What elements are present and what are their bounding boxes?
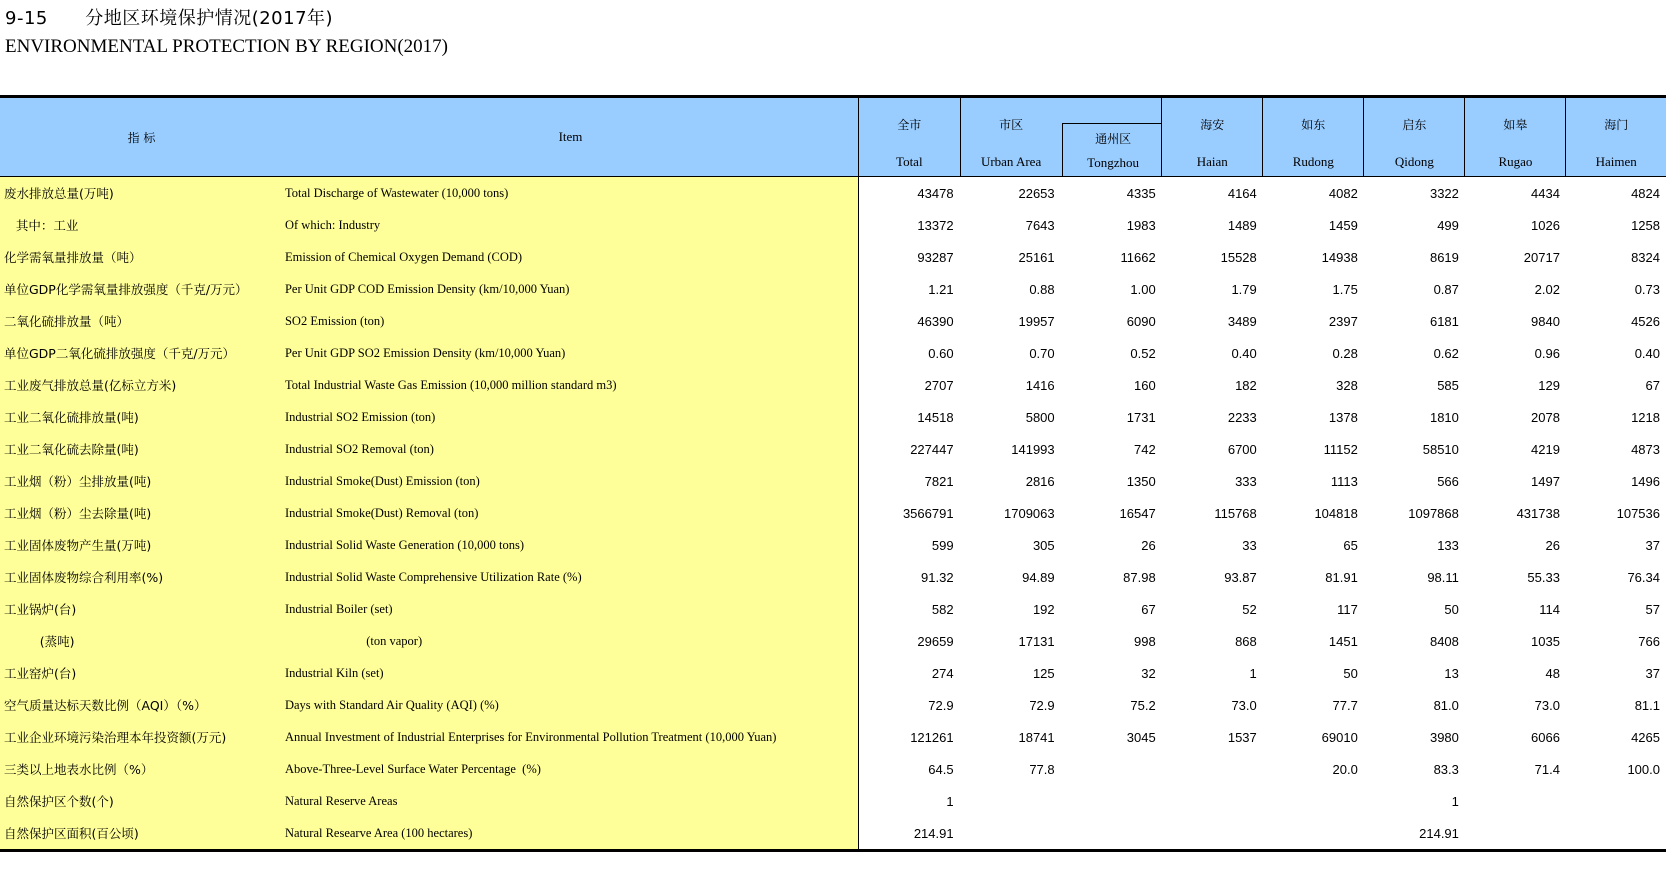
table-row [0,817,1666,851]
cell-value: 1459 [1328,217,1358,233]
cell-value: 32 [1141,665,1156,681]
cell-value: 585 [1437,377,1459,393]
cell-value: 0.62 [1433,345,1459,361]
cell-value: 1 [1451,793,1459,809]
table-row [0,433,1666,465]
cell-value: 192 [1032,601,1055,617]
cell-value: 1035 [1531,633,1560,649]
cell-value: 14938 [1321,249,1358,265]
row-label-en: Total Industrial Waste Gas Emission (10,000 million standard m3) [283,369,859,401]
cell-value: 1.00 [1130,281,1156,297]
header-col-total [859,97,960,177]
row-label-cn: 二氧化硫排放量（吨） [0,305,283,337]
cell-value: 1983 [1126,217,1156,233]
table-row [0,785,1666,817]
header-col-haimen [1566,97,1666,177]
cell-value: 2397 [1328,313,1358,329]
row-label-en: Of which: Industry [283,209,859,241]
cell-value: 26 [1545,537,1560,553]
table-row [0,465,1666,497]
cell-value: 1218 [1631,409,1660,425]
cell-value: 0.40 [1634,345,1660,361]
cell-value: 81.91 [1325,569,1358,585]
cell-value: 566 [1437,473,1459,489]
row-label-en: Per Unit GDP COD Emission Density (km/10,000 Yuan) [283,273,859,305]
header-item-en: Item [283,97,859,177]
row-label-en: Natural Reserve Areas [283,785,859,817]
cell-value: 4434 [1465,177,1566,210]
cell-value: 37 [1645,665,1660,681]
cell-value: 0.52 [1130,345,1156,361]
row-label-cn: 工业固体废物综合利用率(%) [0,561,283,593]
cell-value [1465,785,1566,817]
title-cn-text: 分地区环境保护情况(2017年) [85,8,334,29]
row-label-cn: (蒸吨) [0,625,283,657]
cell-value: 1 [1249,665,1257,681]
table-row [0,401,1666,433]
cell-value: 125 [1032,665,1055,681]
cell-value: 33 [1242,537,1257,553]
table-row [0,177,1666,210]
cell-value: 58510 [1422,441,1459,457]
cell-value [1061,753,1162,785]
data-table [0,95,1666,852]
cell-value: 0.60 [928,345,954,361]
cell-value: 133 [1437,537,1459,553]
cell-value: 0.87 [1433,281,1459,297]
row-label-cn: 工业固体废物产生量(万吨) [0,529,283,561]
cell-value: 121261 [910,729,954,745]
row-label-en: Above-Three-Level Surface Water Percentage (%) [283,753,859,785]
header-col-cn: 海安 [1200,118,1225,132]
row-label-en: Industrial Solid Waste Comprehensive Utilization Rate (%) [283,561,859,593]
row-label-cn: 自然保护区面积(百公顷) [0,817,283,851]
cell-value: 227447 [910,441,954,457]
cell-value: 1810 [1429,409,1459,425]
cell-value: 64.5 [928,761,954,777]
header-col-en: Rugao [1498,154,1533,169]
table-row [0,753,1666,785]
row-label-en: Industrial SO2 Removal (ton) [283,433,859,465]
cell-value [1263,817,1364,851]
cell-value: 0.28 [1332,345,1358,361]
cell-value: 9840 [1531,313,1560,329]
cell-value [1162,817,1263,851]
header-col-en: Qidong [1394,154,1434,169]
cell-value: 1709063 [1004,505,1055,521]
cell-value: 1350 [1126,473,1156,489]
header-col-en: Urban Area [980,154,1042,169]
cell-value: 72.9 [928,697,954,713]
cell-value: 22653 [960,177,1061,210]
cell-value: 2233 [1227,409,1257,425]
cell-value: 87.98 [1123,569,1156,585]
cell-value: 1489 [1227,217,1257,233]
row-label-cn: 单位GDP化学需氧量排放强度（千克/万元） [0,273,283,305]
table-row [0,273,1666,305]
header-col-cn: 启东 [1402,118,1427,132]
row-label-cn: 工业废气排放总量(亿标立方米) [0,369,283,401]
table-row [0,497,1666,529]
cell-value [960,817,1061,851]
cell-value: 182 [1235,377,1257,393]
row-label-cn: 工业二氧化硫排放量(吨) [0,401,283,433]
row-label-en: Annual Investment of Industrial Enterprises for Environmental Pollution Treatment (10,000 Yuan) [283,721,859,753]
cell-value: 1097868 [1408,505,1459,521]
table-row [0,209,1666,241]
cell-value: 1378 [1328,409,1358,425]
row-label-en: Emission of Chemical Oxygen Demand (COD) [283,241,859,273]
cell-value: 20.0 [1332,761,1358,777]
row-label-cn: 单位GDP二氧化硫排放强度（千克/万元） [0,337,283,369]
row-label-cn: 空气质量达标天数比例（AQI）（%） [0,689,283,721]
header-col-cn: 市区 [999,118,1024,132]
row-label-en: Days with Standard Air Quality (AQI) (%) [283,689,859,721]
cell-value: 499 [1437,217,1459,233]
cell-value: 305 [1032,537,1055,553]
header-col-rugao [1465,97,1566,177]
cell-value [1061,817,1162,851]
row-label-en: Per Unit GDP SO2 Emission Density (km/10,000 Yuan) [283,337,859,369]
row-label-en: Industrial SO2 Emission (ton) [283,401,859,433]
cell-value: 2.02 [1534,281,1560,297]
cell-value: 73.0 [1534,697,1560,713]
cell-value: 599 [931,537,954,553]
cell-value: 20717 [1523,249,1560,265]
cell-value: 46390 [917,313,954,329]
cell-value: 4335 [1061,177,1162,210]
cell-value: 333 [1235,473,1257,489]
header-col-cn: 全市 [897,118,922,132]
cell-value: 67 [1645,377,1660,393]
cell-value: 766 [1638,633,1660,649]
cell-value: 13 [1444,665,1459,681]
cell-value: 55.33 [1527,569,1560,585]
cell-value: 52 [1242,601,1257,617]
header-row [0,97,1666,177]
cell-value: 75.2 [1130,697,1156,713]
row-label-en: (ton vapor) [283,625,859,657]
table-row [0,657,1666,689]
cell-value: 7643 [1025,217,1055,233]
cell-value: 1731 [1126,409,1156,425]
cell-value: 6090 [1126,313,1156,329]
table-row [0,561,1666,593]
cell-value: 107536 [1616,505,1660,521]
cell-value: 4219 [1531,441,1560,457]
cell-value: 1.75 [1332,281,1358,297]
cell-value [1162,753,1263,785]
cell-value: 43478 [859,177,960,210]
cell-value: 214.91 [1419,825,1459,841]
row-label-cn: 化学需氧量排放量（吨） [0,241,283,273]
cell-value: 3566791 [902,505,954,521]
row-label-cn: 工业烟（粉）尘去除量(吨) [0,497,283,529]
cell-value: 50 [1444,601,1459,617]
cell-value: 7821 [924,473,954,489]
cell-value: 868 [1235,633,1257,649]
cell-value: 73.0 [1231,697,1257,713]
row-label-en: Industrial Smoke(Dust) Removal (ton) [283,497,859,529]
row-label-cn: 工业锅炉(台) [0,593,283,625]
cell-value: 2707 [924,377,954,393]
cell-value: 26 [1141,537,1156,553]
row-label-en: Industrial Smoke(Dust) Emission (ton) [283,465,859,497]
cell-value: 431738 [1516,505,1560,521]
header-col-qidong [1364,97,1465,177]
row-label-cn: 工业二氧化硫去除量(吨) [0,433,283,465]
table-row [0,721,1666,753]
row-label-en: Industrial Boiler (set) [283,593,859,625]
cell-value: 81.0 [1433,697,1459,713]
cell-value: 3980 [1429,729,1459,745]
cell-value: 4526 [1631,313,1660,329]
cell-value: 25161 [1018,249,1055,265]
row-label-en: Industrial Solid Waste Generation (10,000 tons) [283,529,859,561]
cell-value: 274 [931,665,954,681]
cell-value: 214.91 [913,825,954,841]
cell-value [1566,817,1666,851]
row-label-en: Total Discharge of Wastewater (10,000 tons) [283,177,859,210]
cell-value: 2816 [1025,473,1055,489]
cell-value: 37 [1645,537,1660,553]
cell-value: 1537 [1227,729,1257,745]
cell-value: 2078 [1531,409,1560,425]
row-label-cn: 工业窑炉(台) [0,657,283,689]
cell-value [1263,785,1364,817]
row-label-cn: 废水排放总量(万吨) [0,177,283,210]
cell-value: 4873 [1631,441,1660,457]
header-col-en: Rudong [1292,154,1334,169]
cell-value: 3322 [1364,177,1465,210]
cell-value: 8619 [1429,249,1459,265]
cell-value: 4082 [1263,177,1364,210]
cell-value: 1113 [1330,473,1358,489]
cell-value: 72.9 [1029,697,1055,713]
table-row [0,337,1666,369]
row-label-cn: 自然保护区个数(个) [0,785,283,817]
cell-value: 29659 [917,633,954,649]
cell-value: 15528 [1220,249,1257,265]
cell-value [1566,785,1666,817]
header-col-en: Total [896,154,923,169]
table-row [0,689,1666,721]
cell-value: 48 [1545,665,1560,681]
cell-value: 83.3 [1433,761,1459,777]
cell-value [1162,785,1263,817]
cell-value: 1451 [1328,633,1358,649]
cell-value: 1 [946,793,954,809]
cell-value: 18741 [1018,729,1055,745]
cell-value: 100.0 [1627,761,1660,777]
header-col-cn: 如皋 [1503,118,1528,132]
row-label-en: Industrial Kiln (set) [283,657,859,689]
header-col-en: Tongzhou [1087,155,1139,170]
row-label-cn: 三类以上地表水比例（%） [0,753,283,785]
table-row [0,305,1666,337]
cell-value: 3045 [1126,729,1156,745]
table-row [0,369,1666,401]
cell-value: 115768 [1214,505,1257,521]
table-row [0,529,1666,561]
cell-value: 77.8 [1029,761,1055,777]
cell-value: 76.34 [1627,569,1660,585]
cell-value: 117 [1337,601,1358,617]
cell-value: 50 [1343,665,1358,681]
cell-value: 742 [1134,441,1156,457]
cell-value: 1.79 [1231,281,1257,297]
cell-value: 160 [1134,377,1156,393]
cell-value: 0.88 [1029,281,1055,297]
row-label-en: Natural Researve Area (100 hectares) [283,817,859,851]
cell-value: 8324 [1631,249,1660,265]
table-title-en: ENVIRONMENTAL PROTECTION BY REGION(2017) [5,36,449,57]
cell-value: 1258 [1631,217,1660,233]
header-col-cn: 如东 [1301,118,1326,132]
cell-value: 0.40 [1231,345,1257,361]
header-col-haian [1162,97,1263,177]
cell-value: 1496 [1631,473,1660,489]
cell-value: 77.7 [1332,697,1358,713]
cell-value: 0.70 [1029,345,1055,361]
cell-value: 114 [1539,601,1560,617]
header-col-urban-group [960,97,1162,177]
header-col-en: Haimen [1595,154,1637,169]
cell-value [1061,785,1162,817]
cell-value: 19957 [1018,313,1055,329]
row-label-cn: 工业烟（粉）尘排放量(吨) [0,465,283,497]
cell-value: 0.73 [1634,281,1660,297]
cell-value: 1497 [1531,473,1560,489]
cell-value: 0.96 [1534,345,1560,361]
cell-value: 71.4 [1534,761,1560,777]
row-label-cn: 其中：工业 [0,209,283,241]
cell-value: 4164 [1162,177,1263,210]
cell-value [1465,817,1566,851]
header-col-en: Haian [1196,154,1228,169]
cell-value: 57 [1645,601,1660,617]
cell-value: 65 [1343,537,1358,553]
cell-value: 93287 [917,249,954,265]
cell-value: 1.21 [928,281,954,297]
row-label-en: SO2 Emission (ton) [283,305,859,337]
cell-value: 4824 [1566,177,1666,210]
header-col-cn: 海门 [1604,118,1629,132]
cell-value: 998 [1134,633,1156,649]
row-label-cn: 工业企业环境污染治理本年投资额(万元) [0,721,283,753]
cell-value: 5800 [1025,409,1055,425]
table-row [0,593,1666,625]
cell-value: 104818 [1314,505,1358,521]
table-title-cn [5,4,333,30]
cell-value: 4265 [1631,729,1660,745]
cell-value: 11662 [1120,249,1156,265]
cell-value: 8408 [1429,633,1459,649]
cell-value: 328 [1336,377,1358,393]
cell-value: 13372 [917,217,954,233]
table-code: 9-15 [5,8,48,29]
cell-value: 67 [1141,601,1156,617]
cell-value: 6700 [1227,441,1257,457]
cell-value: 69010 [1321,729,1358,745]
table-row [0,625,1666,657]
header-item-cn: 指 标 [0,97,283,177]
cell-value: 91.32 [921,569,954,585]
cell-value: 14518 [917,409,954,425]
cell-value: 16547 [1119,505,1156,521]
cell-value: 1026 [1531,217,1560,233]
cell-value: 1416 [1025,377,1055,393]
cell-value: 582 [931,601,954,617]
cell-value: 94.89 [1022,569,1055,585]
cell-value: 6066 [1531,729,1560,745]
cell-value: 81.1 [1634,697,1660,713]
header-col-cn: 通州区 [1095,132,1132,146]
cell-value: 93.87 [1224,569,1257,585]
header-col-tongzhou [1062,123,1162,177]
cell-value: 17131 [1018,633,1055,649]
cell-value: 98.11 [1427,569,1459,585]
cell-value: 6181 [1429,313,1459,329]
cell-value: 141993 [1011,441,1055,457]
cell-value: 11152 [1323,441,1358,457]
table-row [0,241,1666,273]
cell-value [960,785,1061,817]
cell-value: 3489 [1227,313,1257,329]
header-col-rudong [1263,97,1364,177]
cell-value: 129 [1538,377,1560,393]
